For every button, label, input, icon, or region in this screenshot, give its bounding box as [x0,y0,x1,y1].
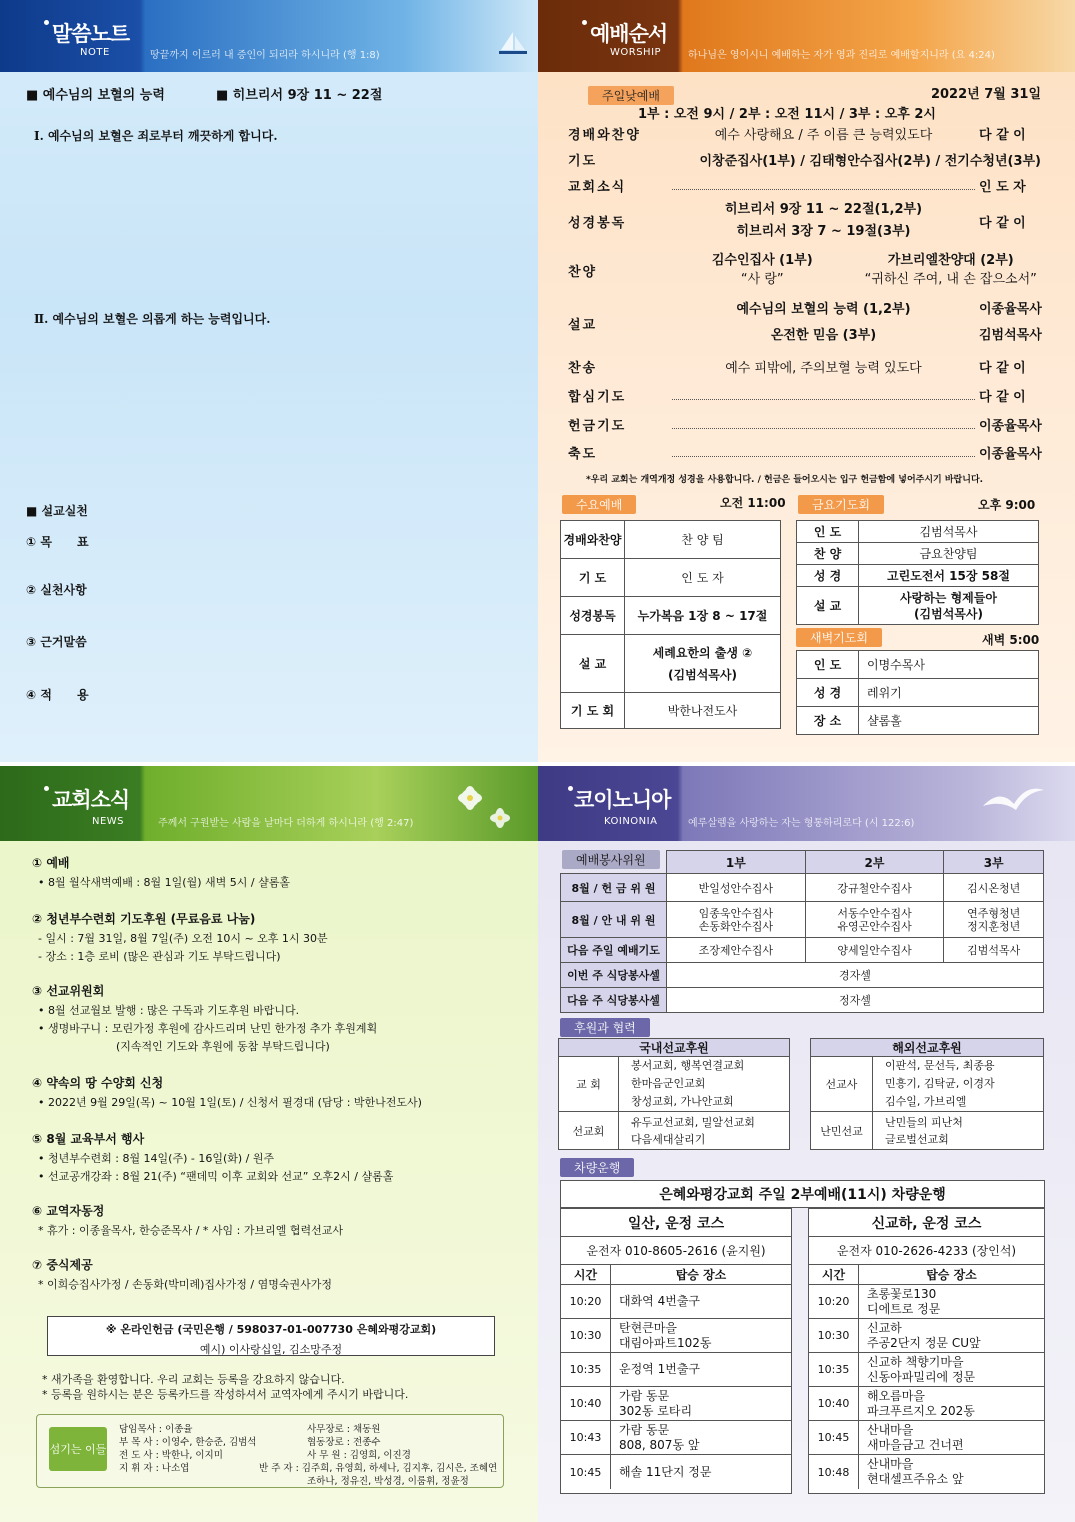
sunday-service-tag: 주일낮예배 [588,86,674,105]
practice-action: ② 실천사항 [26,583,87,597]
route-stop [809,1455,1044,1489]
stop-place: 운정역 1번출구 [619,1362,701,1376]
row-value: 김범석목사 [859,521,1039,543]
note-banner [0,0,538,72]
stop-time: 10:40 [561,1387,611,1420]
row-value: 임종욱안수집사 손동화안수집사 [667,902,806,938]
row-label: 찬 양 [797,543,859,565]
table-head-row [559,1039,790,1057]
worship-title: 예배순서 [590,22,668,46]
place-column-header: 탑승 장소 [675,1268,727,1282]
stop-place: 산내마을 새마을금고 건너편 [867,1422,964,1452]
fri-sermon-title: 사랑하는 형제들아 [900,590,997,605]
bus-route [808,1208,1045,1494]
staff-entry: 전 도 사 : 박한나, 이지미 [119,1450,223,1461]
column-header: 1부 [667,851,806,874]
overseas-title: 해외선교후원 [811,1039,1044,1057]
note-subtitle: NOTE [80,47,110,58]
row-value [873,1057,1044,1112]
stop-place: 해솔 11단지 정문 [619,1464,712,1479]
support-line: 한마음군인교회 [631,1077,706,1090]
stop-place: 신교하 주공2단지 정문 CU앞 [867,1320,981,1350]
stop-time: 10:40 [809,1387,859,1420]
koinonia-section [538,766,1075,1522]
table-row [561,902,1044,938]
dawn-service-time: 새벽 5:00 [982,633,1040,647]
order-row-news [568,176,1045,195]
sermon-2: 온전한 믿음 (3부) [770,328,877,343]
news-item-line: • 청년부수련회 : 8월 14일(주) - 16일(화) / 원주 [38,1152,275,1165]
support-line: 이판석, 문선득, 최종용 [885,1059,995,1072]
staff-tag: 섬기는 이들 [49,1427,107,1471]
stop-place: 가람 동문 302동 로타리 [619,1388,693,1418]
news-item-line: - 일시 : 7월 31일, 8월 7일(주) 오전 10시 ~ 오후 1시 30분 [38,932,328,945]
reading-2: 히브리서 3장 7 ~ 19절(3부) [736,224,911,239]
note-title: 말씀노트 [52,22,130,46]
place-column-header: 탑승 장소 [926,1268,977,1282]
sermon-point-1: Ⅰ. 예수님의 보혈은 죄로부터 깨끗하게 합니다. [34,129,278,143]
row-label: 설 교 [797,587,859,625]
stop-time: 10:45 [561,1455,611,1489]
table-row [561,559,781,597]
sermon-2-preacher: 김범석목사 [979,328,1042,343]
row-value: 금요찬양팀 [859,543,1039,565]
news-item [32,1130,393,1186]
table-row [797,543,1039,565]
table-row [559,1057,790,1112]
empty-cell [561,851,667,874]
row-label: 장 소 [797,707,859,735]
flower-icon [430,776,530,838]
stop-time: 10:30 [561,1319,611,1352]
row-label: 난민선교 [811,1112,873,1150]
worship-section [538,0,1075,762]
route-stop [561,1387,791,1421]
order-label: 기도 [568,154,598,169]
row-label: 성 경 [797,679,859,707]
row-value: 인 도 자 [625,559,781,597]
order-leader: 다 같 이 [979,215,1026,231]
overseas-support-table [810,1038,1044,1150]
table-row [811,1112,1044,1150]
row-label: 8월 / 헌 금 위 원 [561,874,667,902]
news-item [32,910,328,966]
sermon-1: 예수님의 보혈의 능력 (1,2부) [736,302,911,317]
dotted-leader [672,421,975,429]
table-row [797,521,1039,543]
order-leader: 다 같 이 [979,128,1026,143]
sailboat-icon [495,28,535,58]
sermon-1-preacher: 이종율목사 [979,302,1042,317]
anthem-1 [668,251,857,289]
stop-place: 해오름마을 파크푸르지오 202동 [867,1388,975,1418]
order-content: 예수 사랑해요 / 주 이름 큰 능력있도다 [714,128,933,143]
row-value [619,1112,790,1150]
wed-preacher: (김범석목사) [668,667,737,682]
time-column-header: 시간 [561,1265,611,1284]
row-value [625,635,781,693]
row-label: 선교사 [811,1057,873,1112]
table-row [561,938,1044,963]
row-value: 정자셀 [667,988,1044,1013]
row-value: 김시온청년 [944,874,1044,902]
table-row [559,1112,790,1150]
row-label: 기 도 [561,559,625,597]
support-line: 민흥기, 김탁균, 이경자 [885,1077,995,1090]
row-label: 기 도 회 [561,693,625,729]
order-row-anthem [568,250,1045,290]
news-item-line: * 이희승집사가정 / 손동화(박미례)집사가정 / 염명숙권사가정 [38,1278,332,1291]
banner-dot [582,20,587,25]
news-item [32,982,377,1056]
news-item-heading: ② 청년부수련회 기도후원 (무료음료 나눔) [32,912,256,926]
row-value: 반일성안수집사 [667,874,806,902]
worship-banner [538,0,1075,72]
note-section [0,0,538,762]
stop-time: 10:45 [809,1421,859,1454]
order-row-sermon [568,300,1045,346]
stop-time: 10:30 [809,1319,859,1352]
news-item-line: - 장소 : 1층 로비 (많은 관심과 기도 부탁드립니다) [38,950,281,963]
bus-title: 은혜와평강교회 주일 2부예배(11시) 차량운행 [560,1180,1045,1208]
row-label: 선교회 [559,1112,619,1150]
order-leader: 다 같 이 [979,390,1026,405]
row-value: 경자셀 [667,963,1044,988]
row-label: 인 도 [797,521,859,543]
table-row [797,679,1039,707]
staff-entry: 사 무 원 : 김영희, 이진경 [307,1450,411,1461]
row-label: 성 경 [797,565,859,587]
row-value: 고린도전서 15장 58절 [859,565,1039,587]
order-content: 이창준집사(1부) / 김태형안수집사(2부) / 전기수청년(3부) [699,154,1041,169]
fri-service-time: 오후 9:00 [978,498,1036,512]
offering-account: ※ 온라인헌금 (국민은행 / 598037-01-007730 은혜와평강교회) [105,1323,437,1336]
worship-subtitle: WORSHIP [610,47,662,58]
order-label: 축도 [568,447,598,462]
table-row [561,597,781,635]
news-item-line: • 8월 선교월보 발행 : 많은 구독과 기도후원 바랍니다. [38,1004,300,1017]
news-item [32,854,290,892]
news-item-heading: ⑥ 교역자동정 [32,1204,105,1218]
order-label: 헌금기도 [568,419,627,434]
news-section [0,766,538,1522]
order-label: 교회소식 [568,180,627,195]
news-item-line: * 휴가 : 이종율목사, 한승준목사 / * 사임 : 가브리엘 협력선교사 [38,1224,343,1237]
fri-service-tag: 금요기도회 [798,495,884,514]
note-verse: 땅끝까지 이르러 내 증인이 되리라 하시니라 (행 1:8) [150,50,380,61]
worship-verse: 하나님은 영이시니 예배하는 자가 영과 진리로 예배할지니라 (요 4:24) [688,50,995,61]
order-label: 경배와찬양 [568,128,641,143]
sermon-point-2: Ⅱ. 예수님의 보혈은 의롭게 하는 능력입니다. [34,312,271,326]
order-label: 성경봉독 [568,215,627,231]
order-row-reading [568,198,1045,244]
route-stop [809,1285,1044,1319]
order-row-benediction [568,443,1045,462]
route-stop [561,1353,791,1387]
welcome-line-2: * 등록을 원하시는 분은 등록카드를 작성하셔서 교역자에게 주시기 바랍니다. [42,1388,409,1401]
column-header: 2부 [805,851,944,874]
order-leader [979,297,1045,349]
wed-service-table [560,520,781,729]
wed-service-tag: 수요예배 [562,495,636,514]
duty-table [560,850,1044,1013]
order-row-prayer [568,150,1045,169]
news-item-heading: ⑤ 8월 교육부서 행사 [32,1132,145,1146]
staff-entry: 반 주 자 : 김주희, 유영희, 하세나, 김지후, 김시은, 조혜연 [259,1463,498,1474]
row-value [619,1057,790,1112]
news-item [32,1202,343,1240]
row-value: 누가복음 1장 8 ~ 17절 [625,597,781,635]
row-value: 찬 양 팀 [625,521,781,559]
worship-footnote: *우리 교회는 개역개정 성경을 사용합니다. / 헌금은 들어오시는 입구 헌금함에 넣어주시기 바랍니다. [586,475,984,485]
table-row [561,521,781,559]
order-row-unison-prayer [568,386,1045,405]
row-label: 8월 / 안 내 위 원 [561,902,667,938]
staff-entry: 담임목사 : 이종율 [119,1424,193,1435]
dawn-service-tag: 새벽기도회 [796,628,882,647]
welcome-line-1: * 새가족을 환영합니다. 우리 교회는 등록을 강요하지 않습니다. [42,1373,345,1386]
bus-route [560,1208,792,1494]
order-label: 설교 [568,317,598,333]
table-row [797,651,1039,679]
stop-place: 가람 동문 808, 807동 앞 [619,1422,700,1452]
stop-place: 탄현큰마을 대림아파트102동 [619,1320,712,1350]
support-line: 글로벌선교회 [885,1132,949,1146]
order-row-offering [568,415,1045,434]
service-date: 2022년 7월 31일 [930,87,1041,102]
row-value: 조장제안수집사 [667,938,806,963]
koinonia-banner [538,766,1075,841]
row-value [859,587,1039,625]
order-leader: 이종율목사 [979,419,1042,434]
dotted-leader [672,449,975,457]
order-content: 예수 피밖에, 주의보혈 능력 있도다 [725,361,922,376]
stop-time: 10:35 [809,1353,859,1386]
offering-example: 예시) 이사랑십일, 김소망주정 [199,1343,343,1356]
route-header [809,1265,1044,1285]
seagull-icon [978,778,1048,828]
stop-time: 10:43 [561,1421,611,1454]
stop-time: 10:20 [561,1285,611,1318]
banner-dot [44,786,49,791]
domestic-support-table [558,1038,790,1150]
news-item-heading: ③ 선교위원회 [32,984,105,998]
service-times: 1부 : 오전 9시 / 2부 : 오전 11시 / 3부 : 오후 2시 [638,107,936,122]
row-value: 김범석목사 [944,938,1044,963]
row-value: 강규철안수집사 [805,874,944,902]
route-stop [809,1387,1044,1421]
route-header [561,1265,791,1285]
row-value: 레위기 [859,679,1039,707]
news-item-heading: ① 예배 [32,856,70,870]
column-header: 3부 [944,851,1044,874]
order-content [668,297,979,349]
news-item-line: • 8월 월삭새벽예배 : 8월 1일(월) 새벽 5시 / 샬롬홀 [38,876,290,889]
stop-place: 대화역 4번출구 [619,1294,701,1308]
news-item [32,1074,422,1112]
row-value: 샬롬홀 [859,707,1039,735]
route-driver: 운전자 010-8605-2616 (윤지원) [561,1237,791,1265]
stop-time: 10:35 [561,1353,611,1386]
staff-entry: 지 휘 자 : 나소엽 [119,1463,190,1474]
support-tag: 후원과 협력 [560,1018,650,1037]
order-row-praise [568,124,1045,143]
domestic-title: 국내선교후원 [559,1039,790,1057]
order-label: 찬양 [568,264,598,280]
table-row [561,693,781,729]
stop-time: 10:20 [809,1285,859,1318]
dotted-leader [672,182,975,190]
order-content [668,199,979,243]
fri-service-table [796,520,1039,625]
anthem-1-singer: 김수인집사 (1부) [711,253,813,268]
support-line: 창성교회, 가나안교회 [631,1095,734,1108]
row-label: 설 교 [561,635,625,693]
route-stop [809,1421,1044,1455]
news-item-line: • 생명바구니 : 모린가정 후원에 감사드리며 난민 한가정 추가 후원계획 [38,1022,378,1035]
route-stop [561,1455,791,1489]
news-item-heading: ⑦ 중식제공 [32,1258,93,1272]
reading-1: 히브리서 9장 11 ~ 22절(1,2부) [724,202,923,217]
practice-title: ■ 설교실천 [26,504,88,518]
order-row-hymn [568,357,1045,376]
offering-box [47,1316,495,1356]
news-item [32,1256,332,1294]
banner-dot [568,786,573,791]
row-label: 성경봉독 [561,597,625,635]
order-label: 합심기도 [568,390,627,405]
stop-place: 산내마을 현대셀프주유소 앞 [867,1457,964,1486]
order-leader: 다 같 이 [979,361,1026,376]
bus-tag: 차량운행 [560,1158,634,1177]
support-line: 김수일, 가브리엘 [885,1095,967,1108]
stop-place: 신교하 책향기마을 신동아파밀리에 정문 [867,1354,976,1384]
staff-box [36,1414,504,1488]
row-label: 이번 주 식당봉사셀 [561,963,667,988]
route-stop [561,1285,791,1319]
news-item-heading: ④ 약속의 땅 수양회 신청 [32,1076,164,1090]
support-line: 유두교선교회, 밀알선교회 [631,1115,755,1129]
row-value: 양세일안수집사 [805,938,944,963]
dawn-service-table [796,650,1039,735]
row-label: 경배와찬양 [561,521,625,559]
table-row [797,565,1039,587]
table-row [797,587,1039,625]
staff-entry: 협동장로 : 전종수 [307,1437,381,1448]
route-driver: 운전자 010-2626-4233 (장인석) [809,1237,1044,1265]
staff-entry: 부 목 사 : 이영수, 한승준, 김범석 [119,1437,257,1448]
table-head-row [811,1039,1044,1057]
news-item-line: (지속적인 기도와 후원에 동참 부탁드립니다) [116,1040,330,1053]
anthem-2-song: “귀하신 주여, 내 손 잡으소서” [864,272,1037,287]
staff-entry: 조하나, 정유진, 박성경, 이룸휘, 정윤정 [307,1476,469,1487]
stop-time: 10:48 [809,1455,859,1489]
practice-scripture: ③ 근거말씀 [26,635,87,649]
anthem-2-singer: 가브리엘찬양대 (2부) [887,253,1014,268]
table-row [561,635,781,693]
news-title: 교회소식 [52,788,130,812]
route-stop [809,1353,1044,1387]
practice-apply: ④ 적 용 [26,688,89,702]
support-line: 난민들의 피난처 [885,1115,963,1129]
sermon-heading: ■ 예수님의 보혈의 능력 [26,88,165,103]
scripture-heading: ■ 히브리서 9장 11 ~ 22절 [216,88,383,103]
support-line: 봉서교회, 행복연결교회 [631,1059,745,1072]
route-stop [809,1319,1044,1353]
news-verse: 주께서 구원받는 사람을 날마다 더하게 하시니라 (행 2:47) [158,818,414,829]
banner-dot [44,20,49,25]
table-row [561,874,1044,902]
row-value [873,1112,1044,1150]
row-value: 연주형청년 정지훈청년 [944,902,1044,938]
row-value: 박한나전도사 [625,693,781,729]
route-stop [561,1319,791,1353]
route-stop [561,1421,791,1455]
duty-tag: 예배봉사위원 [562,850,660,869]
news-subtitle: NEWS [92,816,125,827]
news-banner [0,766,538,841]
anthem-2 [857,251,1046,289]
staff-entry: 사무장로 : 채동원 [307,1424,381,1435]
koinonia-subtitle: KOINONIA [604,816,658,827]
support-line: 다음세대살리기 [631,1132,706,1146]
table-row [561,988,1044,1013]
table-head-row [561,851,1044,874]
dotted-leader [672,392,975,400]
row-value: 이명수목사 [859,651,1039,679]
order-leader: 인 도 자 [979,180,1026,195]
koinonia-verse: 예루살렘을 사랑하는 자는 형통하리로다 (시 122:6) [688,818,915,829]
order-label: 찬송 [568,361,598,376]
table-row [811,1057,1044,1112]
koinonia-title: 코이노니아 [574,788,671,812]
row-label: 인 도 [797,651,859,679]
table-row [797,707,1039,735]
anthem-1-song: “사 랑” [740,272,784,287]
table-row [561,963,1044,988]
row-label: 다음 주 식당봉사셀 [561,988,667,1013]
wed-sermon-title: 세례요한의 출생 ② [652,645,753,660]
practice-goal: ① 목 표 [26,535,89,549]
news-item-line: • 선교공개강좌 : 8월 21(주) “팬데믹 이후 교회와 선교” 오후2시 / 샬롬홀 [38,1170,394,1183]
row-value: 서동수안수집사 유영곤안수집사 [805,902,944,938]
time-column-header: 시간 [809,1265,859,1284]
wed-service-time: 오전 11:00 [720,496,786,510]
route-name: 신교하, 운정 코스 [809,1209,1044,1237]
row-label: 다음 주일 예배기도 [561,938,667,963]
fri-preacher: (김범석목사) [914,606,983,621]
row-label: 교 회 [559,1057,619,1112]
order-leader: 이종율목사 [979,447,1042,462]
route-name: 일산, 운정 코스 [561,1209,791,1237]
stop-place: 초롱꽃로130 디에트로 정문 [867,1286,941,1316]
news-item-line: • 2022년 9월 29일(목) ~ 10월 1일(토) / 신청서 필경대 (담당 : 박한나전도사) [38,1096,422,1109]
